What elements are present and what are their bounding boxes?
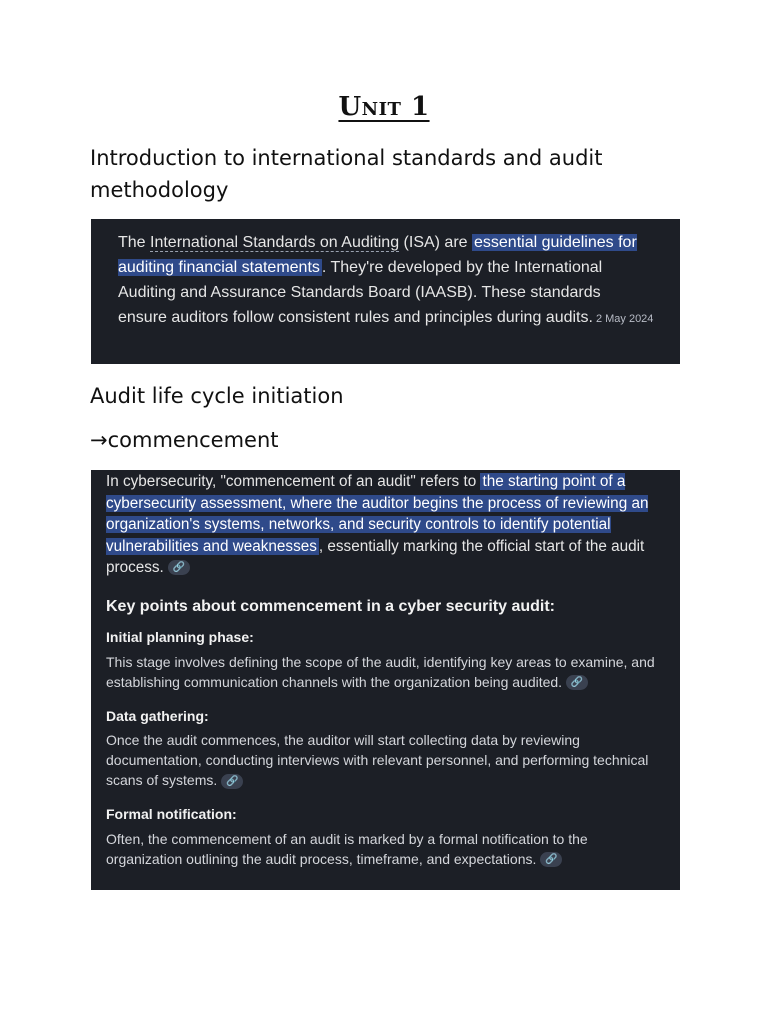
point-text: This stage involves defining the scope of the audit, identifying key areas to examine, and establishing communication channels with the organization being audited. 🔗 <box>106 653 655 690</box>
snippet-intro: In cybersecurity, "commencement of an audit" refers to the starting point of a cybersecurity assessment, where the auditor begins the process of reviewing an organization's systems, networks, and security controls to identify potential vulnerabilities and weaknesses , essentially marking the official start of the audit process. 🔗 <box>106 473 649 576</box>
point-text: Often, the commencement of an audit is marked by a formal notification to the organization outlining the audit process, timeframe, and expectations. 🔗 <box>106 830 588 867</box>
snippet-highlight: the starting point of a cybersecurity assessment, where the auditor begins the process of reviewing an organization's systems, networks, and security controls to identify potential vulnerabilities and weaknesses <box>106 473 649 555</box>
snippet-text: . They're developed by the International Auditing and Assurance Standards Board (IAASB). These standards ensure auditors follow consistent rules and principles during audits. <box>118 259 603 326</box>
link-icon[interactable]: 🔗 <box>540 852 562 867</box>
commencement-snippet-panel <box>91 470 680 890</box>
snippet-date: 2 May 2024 <box>595 313 654 325</box>
section-heading-intro: Introduction to international standards and audit methodology <box>90 146 603 202</box>
key-points-heading: Key points about commencement in a cyber security audit: <box>106 597 555 615</box>
point-text: Once the audit commences, the auditor will start collecting data by reviewing documentation, conducting interviews with relevant personnel, and performing technical scans of systems. 🔗 <box>106 732 649 788</box>
point-title: Formal notification: <box>106 806 237 822</box>
point-title: Initial planning phase: <box>106 629 254 645</box>
link-icon[interactable]: 🔗 <box>566 675 588 690</box>
point-title: Data gathering: <box>106 707 209 724</box>
page-title: Unit 1 <box>338 92 430 122</box>
link-icon[interactable]: 🔗 <box>168 560 190 575</box>
snippet-text: (ISA) are <box>399 234 472 251</box>
snippet-highlight: essential guidelines for auditing financial statements <box>118 234 637 276</box>
section-heading-commencement: →commencement <box>90 428 279 452</box>
isa-term-link[interactable]: International Standards on Auditing <box>150 234 400 251</box>
isa-snippet-panel <box>91 219 680 364</box>
section-heading-lifecycle: Audit life cycle initiation <box>90 384 344 408</box>
snippet-text: The <box>118 234 151 251</box>
link-icon[interactable]: 🔗 <box>221 774 243 789</box>
